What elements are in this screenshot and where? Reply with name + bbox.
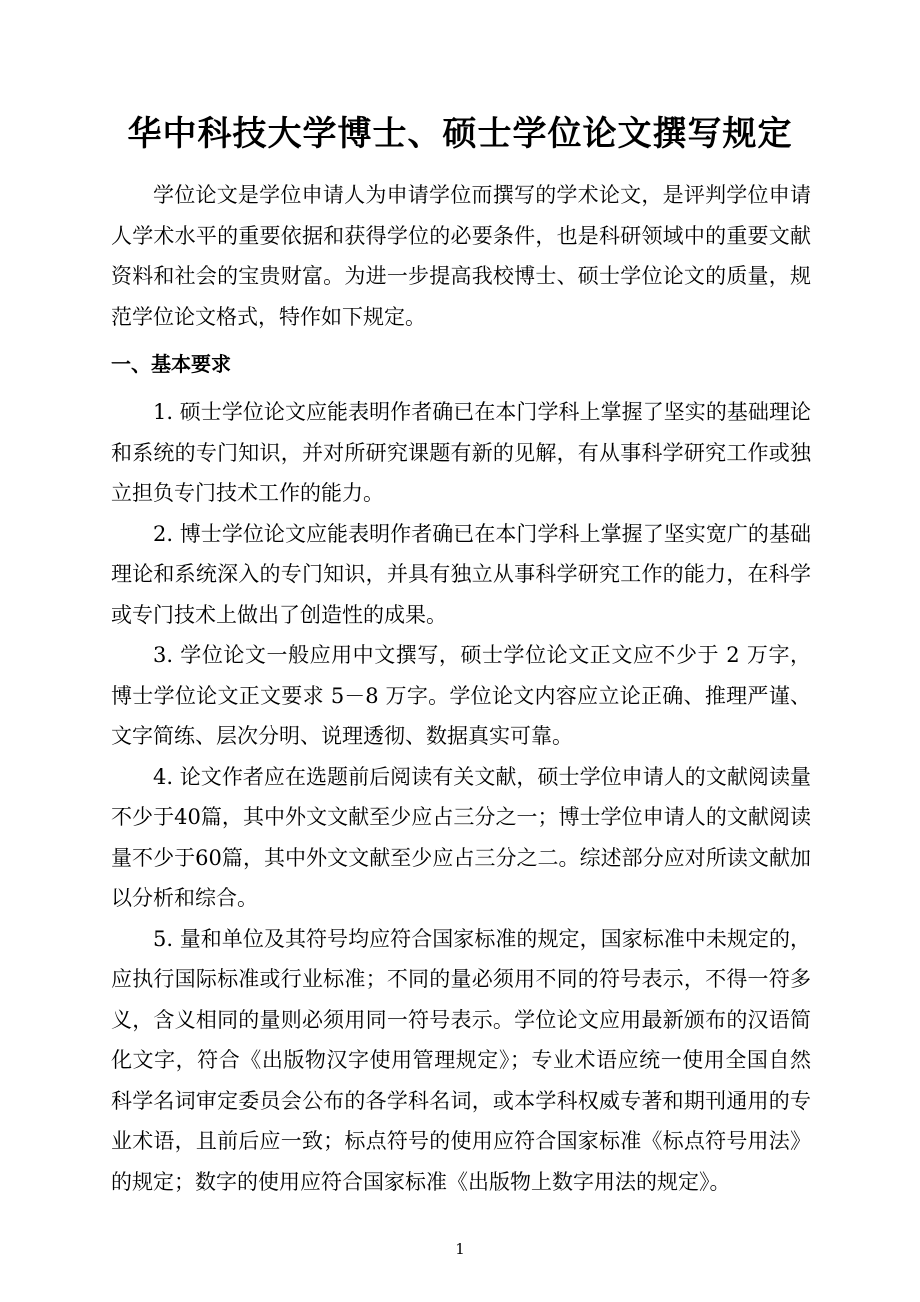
section-heading-basic-requirements: 一、基本要求 <box>111 352 231 376</box>
document-title: 华中科技大学博士、硕士学位论文撰写规定 <box>127 114 793 154</box>
intro-paragraph: 学位论文是学位申请人为申请学位而撰写的学术论文，是评判学位申请人学术水平的重要依据和获得学位的必要条件，也是科研领域中的重要文献资料和社会的宝贵财富。为进一步提高我校博士、硕士学位论文的质量，规范学位论文格式，特作如下规定。 <box>111 183 811 329</box>
document-body <box>111 175 811 1202</box>
page-number: 1 <box>455 1240 465 1258</box>
requirement-item-3: 3. 学位论文一般应用中文撰写，硕士学位论文正文应不少于 2 万字，博士学位论文正文要求 5－8 万字。学位论文内容应立论正确、推理严谨、文字简练、层次分明、说理透彻、数据真实可靠。 <box>111 643 811 748</box>
requirement-item-2: 2. 博士学位论文应能表明作者确已在本门学科上掌握了坚实宽广的基础理论和系统深入的专门知识，并具有独立从事科学研究工作的能力，在科学或专门技术上做出了创造性的成果。 <box>111 521 811 627</box>
requirement-item-1: 1. 硕士学位论文应能表明作者确已在本门学科上掌握了坚实的基础理论和系统的专门知识，并对所研究课题有新的见解，有从事科学研究工作或独立担负专门技术工作的能力。 <box>111 400 811 505</box>
requirement-item-5: 5. 量和单位及其符号均应符合国家标准的规定，国家标准中未规定的，应执行国际标准或行业标准；不同的量必须用不同的符号表示，不得一符多义，含义相同的量则必须用同一符号表示。学位论文应用最新颁布的汉语简化文字，符合《出版物汉字使用管理规定》；专业术语应统一使用全国自然科学名词审定委员会公布的各学科名词，或本学科权威专著和期刊通用的专业术语，且前后应一致；标点符号的使用应符合国家标准《标点符号用法》的规定；数字的使用应符合国家标准《出版物上数字用法的规定》。 <box>111 926 811 1194</box>
requirement-item-4: 4. 论文作者应在选题前后阅读有关文献，硕士学位申请人的文献阅读量不少于40篇，其中外文文献至少应占三分之一；博士学位申请人的文献阅读量不少于60篇，其中外文文献至少应占三分之二。综述部分应对所读文献加以分析和综合。 <box>111 764 811 910</box>
